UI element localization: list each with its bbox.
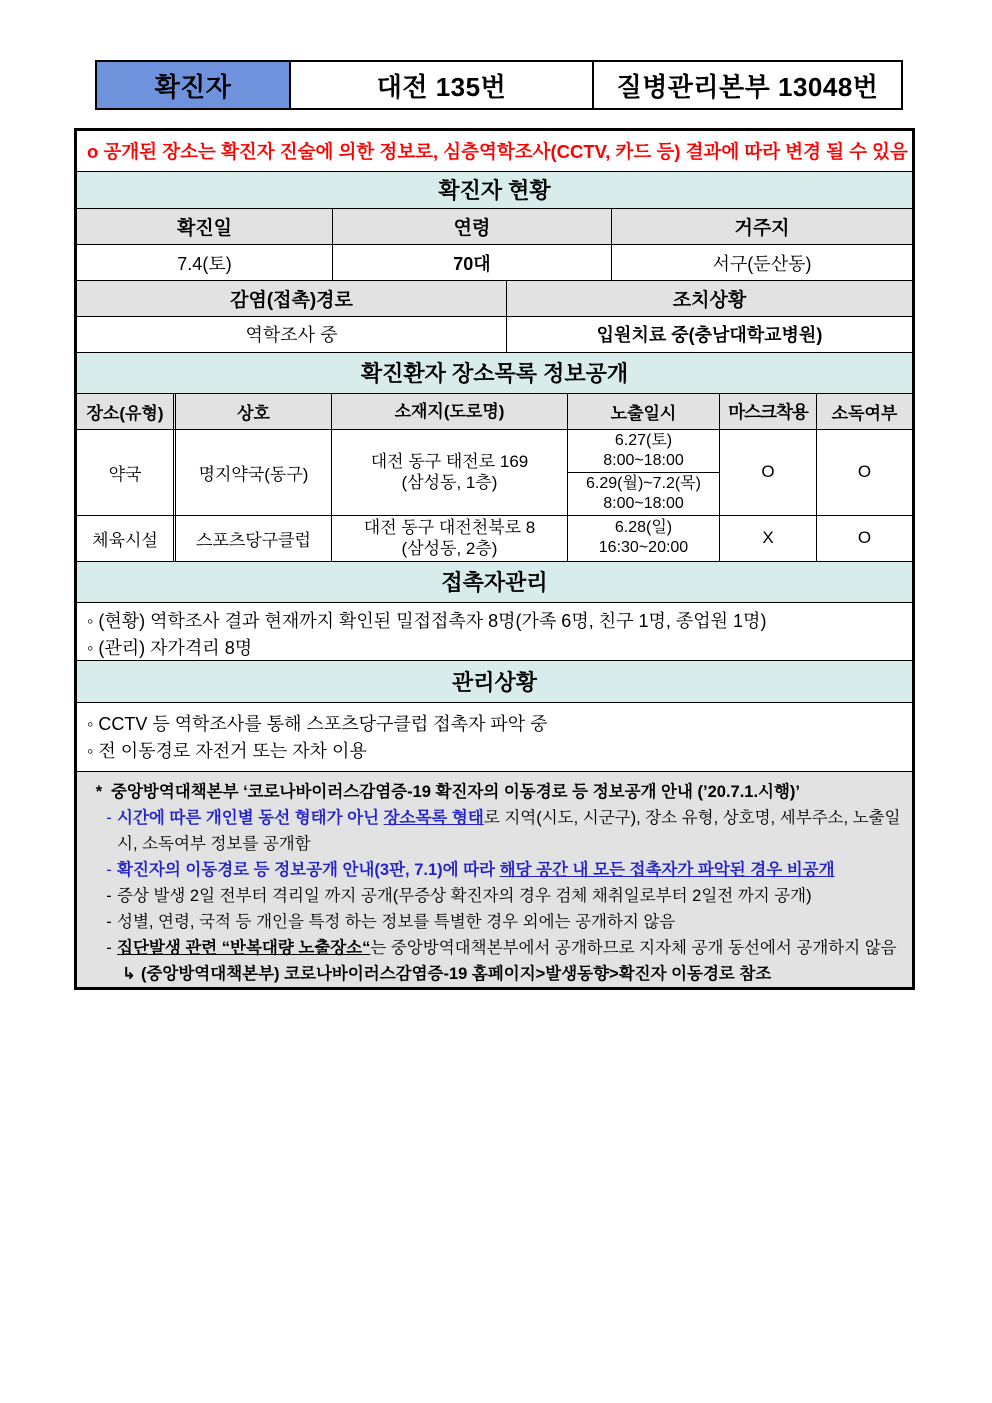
header-address: 소재지(도로명): [332, 394, 568, 429]
place-type: 약국: [77, 430, 176, 515]
place-name: 스포츠당구클럽: [176, 516, 332, 561]
footnotes-section: [77, 772, 912, 987]
footnote-mass-exposure: - 집단발생 관련 “반복대량 노출장소“는 중앙방역대책본부에서 공개하므로 지자체 공개 동선에서 공개하지 않음: [106, 938, 897, 957]
place-address: [332, 516, 568, 561]
exposure-times: [568, 516, 720, 561]
exposure-period-1: 6.28(일) 16:30~20:00: [598, 519, 689, 557]
contacts-management-line: ◦ (관리) 자가격리 8명: [87, 638, 253, 659]
disclaimer-row: [77, 131, 912, 172]
footnote-nondisclosure-rule: - 확진자의 이동경로 등 정보공개 안내(3판, 7.1)에 따라 해당 공간 내 모든 접촉자가 파악된 경우 비공개: [106, 860, 835, 879]
mask-worn-mark: X: [720, 516, 817, 561]
value-infection-route: 역학조사 중: [77, 317, 507, 352]
header-exposure-time: 노출일시: [568, 394, 720, 429]
management-line-transport: ◦ 전 이동경로 자전거 또는 자차 이용: [87, 740, 367, 761]
exposure-period-2: 6.29(월)~7.2(목) 8:00~18:00: [586, 474, 701, 512]
value-residence: 서구(둔산동): [712, 253, 812, 274]
places-header-row: [77, 394, 912, 430]
footnote-reference-link: ↳ (중앙방역대책본부) 코로나바이러스감염증-19 홈페이지>발생동향>확진자 이동경로 참조: [122, 964, 772, 983]
address-line1: 대전 동구 태전로 169: [370, 452, 529, 472]
header-disinfected: 소독여부: [817, 394, 912, 429]
management-line-cctv: ◦ CCTV 등 역학조사를 통해 스포츠당구클럽 접촉자 파악 중: [87, 713, 548, 734]
value-age: 70대: [333, 245, 612, 281]
place-row-sports-facility: [77, 516, 912, 562]
section-title-patient-status: 확진자 현황: [77, 172, 912, 210]
header-confirm-date: 확진일: [77, 209, 333, 244]
contacts-status-line: ◦ (현황) 역학조사 결과 현재까지 확인된 밀접접촉자 8명(가족 6명, 친구 1명, 종업원 1명): [87, 611, 767, 632]
place-row-pharmacy: [77, 430, 912, 516]
header-residence: 거주지: [612, 209, 912, 244]
footnote-place-list-format: - 시간에 따른 개인별 동선 형태가 아닌 장소목록 형태로 지역(시도, 시군구), 장소 유형, 상호명, 세부주소, 노출일시, 소독여부 정보를 공개함: [106, 808, 901, 853]
value-measures: 입원치료 중(충남대학교병원): [596, 325, 823, 346]
section-title-places: 확진환자 장소목록 정보공개: [77, 353, 912, 395]
contacts-content: [77, 603, 912, 661]
mask-worn-mark: O: [720, 430, 817, 515]
case-number-national: 질병관리본부 13048번: [616, 71, 879, 102]
footnote-disclosure-period: - 증상 발생 2일 전부터 격리일 까지 공개(무증상 확진자의 경우 검체 채취일로부터 2일전 까지 공개): [106, 886, 812, 905]
patient-status-header-row: [77, 209, 912, 245]
section-title-management: 관리상황: [77, 661, 912, 703]
case-type-badge: 확진자: [97, 62, 291, 108]
place-type: 체육시설: [77, 516, 176, 561]
exposure-period-1: 6.27(토) 8:00~18:00: [568, 430, 719, 473]
main-table: [74, 128, 915, 990]
case-id-bar: [95, 60, 903, 110]
value-confirm-date: 7.4(토): [77, 245, 333, 281]
place-address: [332, 430, 568, 515]
header-age: 연령: [333, 209, 612, 244]
infection-route-value-row: [77, 317, 912, 353]
footnote-policy-title: * 중앙방역대책본부 ‘코로나바이러스감염증-19 확진자의 이동경로 등 정보공개 안내 (’20.7.1.시행)’: [95, 782, 801, 801]
header-infection-route: 감염(접촉)경로: [77, 281, 507, 316]
disinfected-mark: O: [857, 462, 872, 482]
header-place-type: 장소(유형): [77, 394, 176, 429]
section-title-contacts: 접촉자관리: [77, 562, 912, 604]
infection-route-header-row: [77, 281, 912, 317]
place-name: 명지약국(동구): [176, 430, 332, 515]
case-number-local: 대전 135번: [291, 62, 594, 108]
disinfected-mark: O: [857, 528, 872, 548]
management-content: [77, 703, 912, 772]
header-mask-worn: 마스크착용: [720, 394, 817, 429]
header-place-name: 상호: [176, 394, 332, 429]
patient-status-value-row: [77, 245, 912, 282]
address-line2: (삼성동, 1층): [401, 473, 498, 493]
header-measures: 조치상황: [507, 281, 912, 316]
address-line2: (삼성동, 2층): [401, 539, 498, 559]
address-line1: 대전 동구 대전천북로 8: [363, 518, 536, 538]
exposure-times: [568, 430, 720, 515]
disclaimer-text: o 공개된 장소는 확진자 진술에 의한 정보로, 심층역학조사(CCTV, 카드 등) 결과에 따라 변경 될 수 있음: [87, 140, 908, 162]
footnote-personal-info: - 성별, 연령, 국적 등 개인을 특정 하는 정보를 특별한 경우 외에는 공개하지 않음: [106, 912, 676, 931]
